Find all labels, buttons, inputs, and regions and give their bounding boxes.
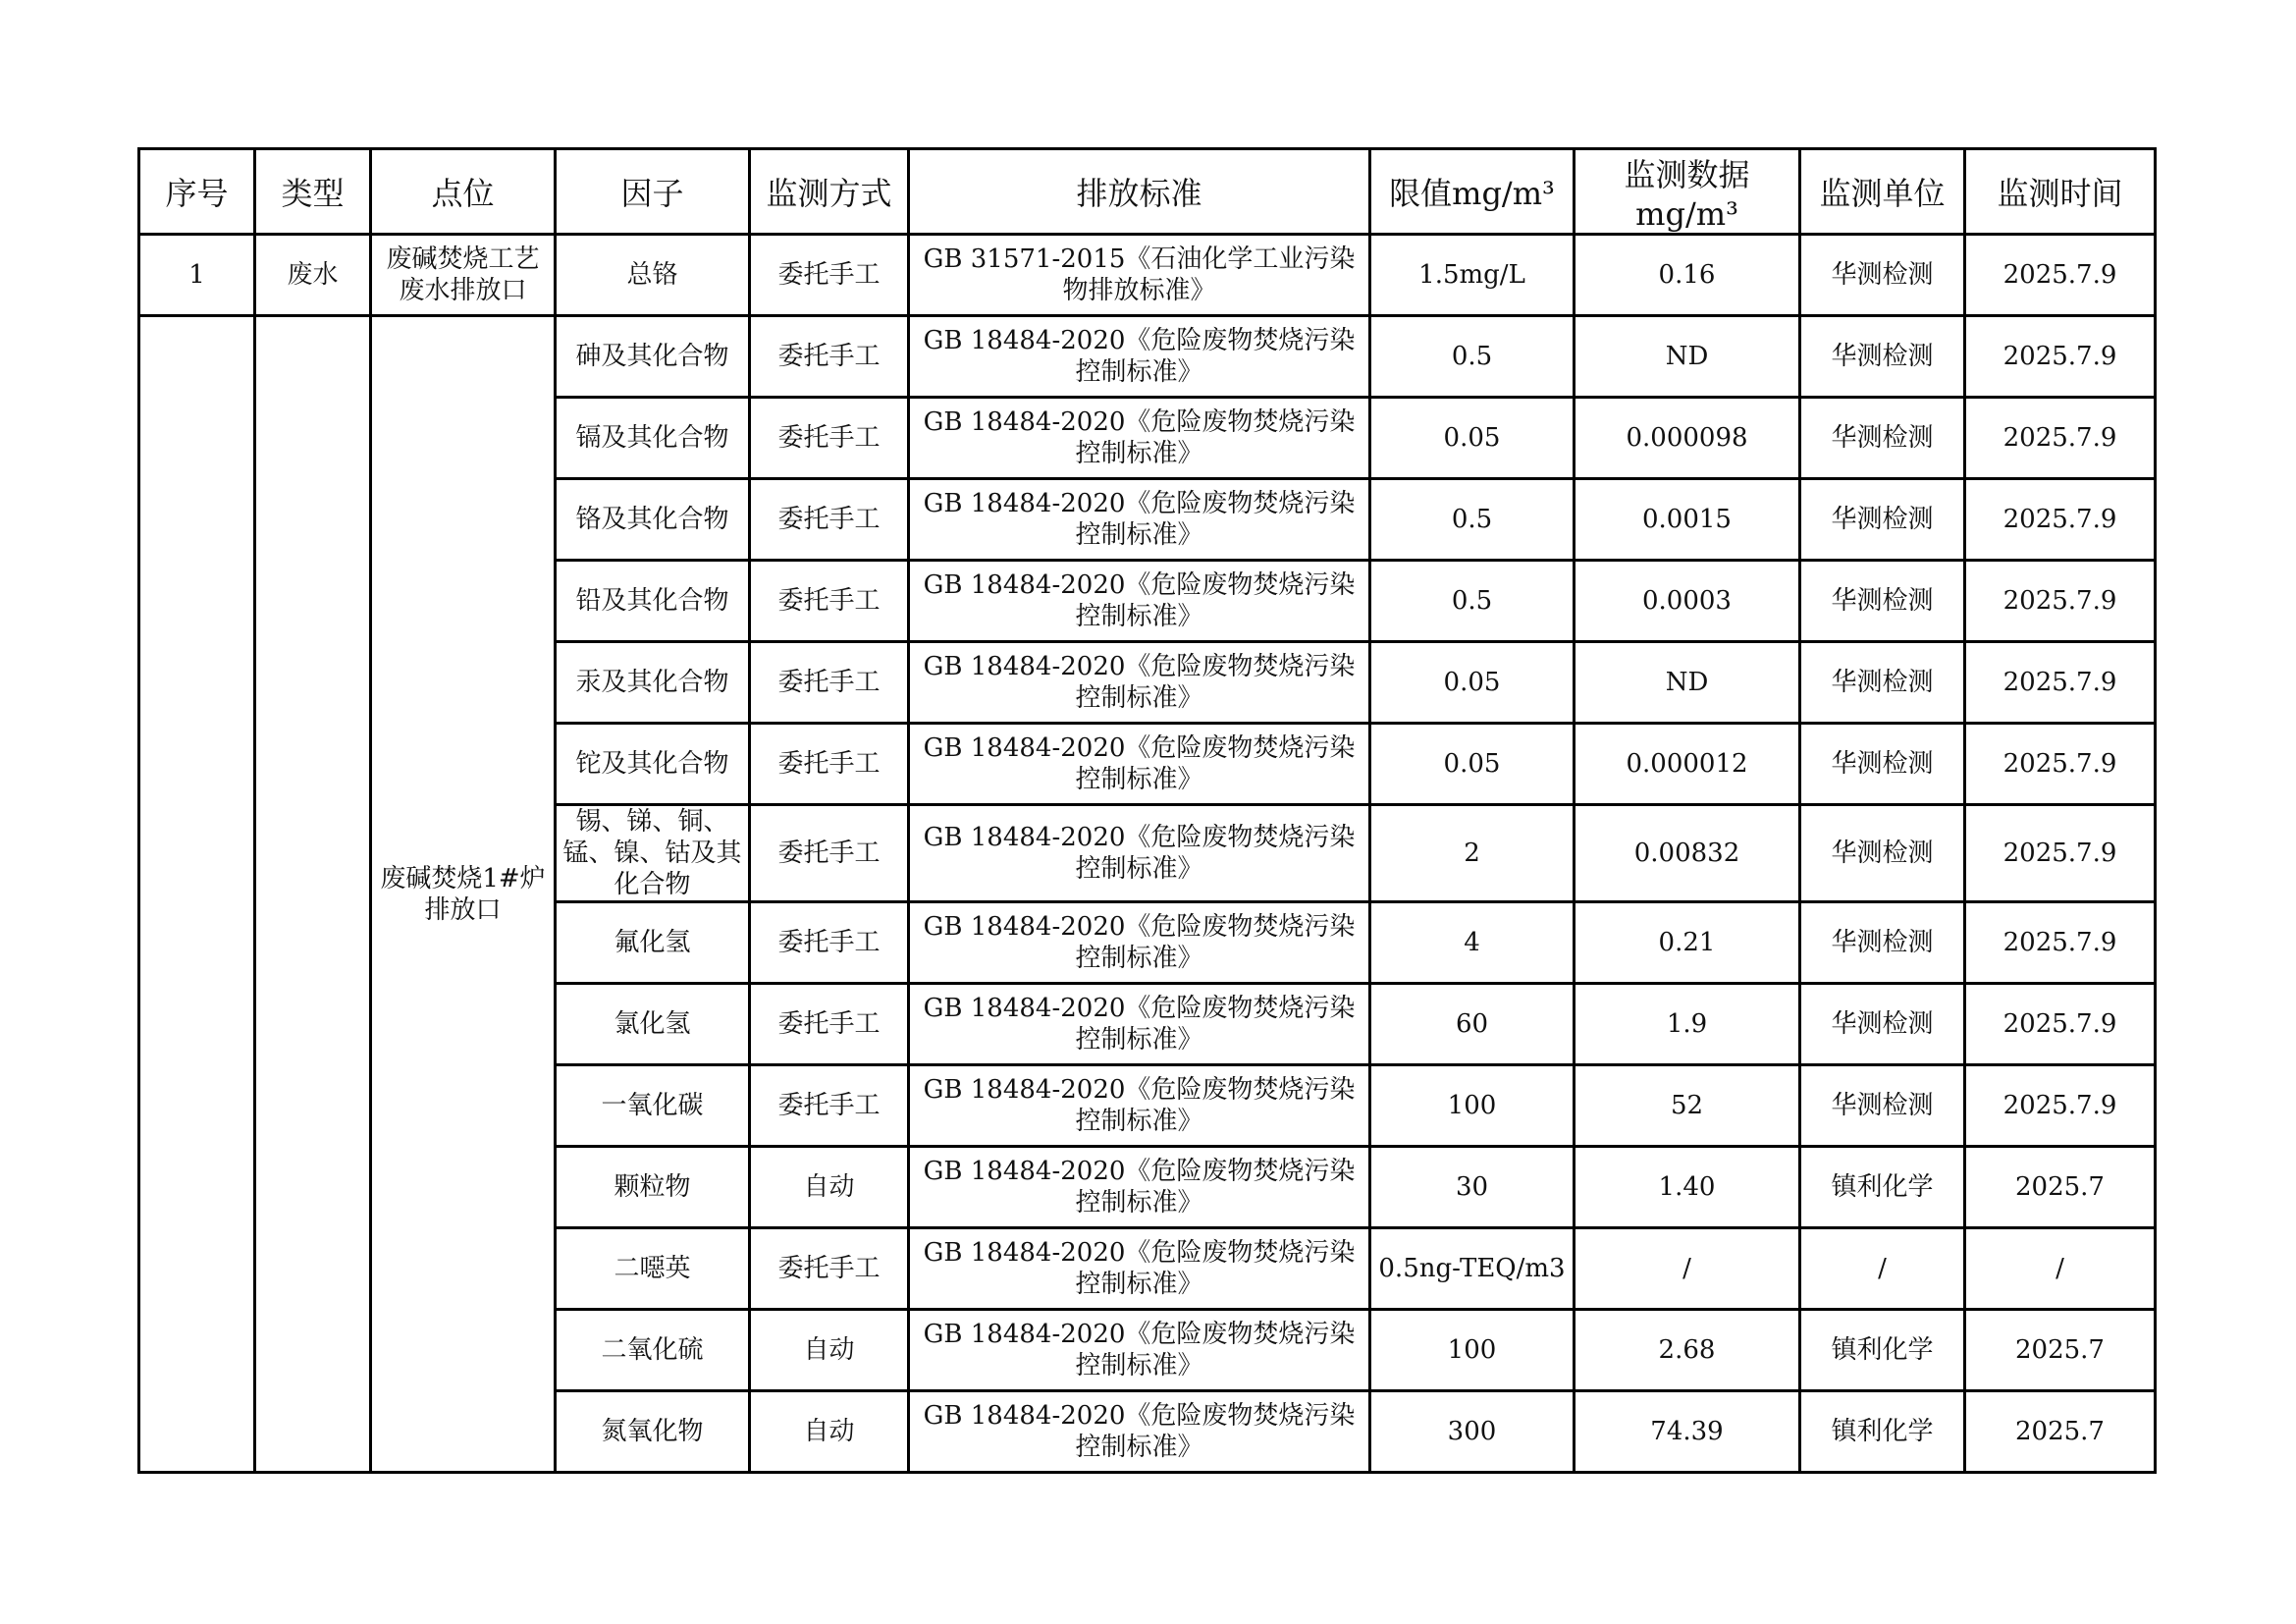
method-cell: 委托手工: [750, 479, 909, 561]
unit-cell: 华测检测: [1800, 235, 1965, 316]
method-cell: 自动: [750, 1391, 909, 1473]
header-type: 类型: [255, 149, 371, 235]
header-factor: 因子: [556, 149, 750, 235]
standard-cell: GB 18484-2020《危险废物焚烧污染控制标准》: [909, 805, 1370, 902]
factor-cell: 铊及其化合物: [556, 724, 750, 805]
header-time: 监测时间: [1965, 149, 2156, 235]
unit-cell: 华测检测: [1800, 561, 1965, 642]
factor-cell: 锡、锑、铜、锰、镍、钴及其化合物: [556, 805, 750, 902]
value-cell: 0.00832: [1575, 805, 1800, 902]
method-cell: 委托手工: [750, 398, 909, 479]
unit-cell: 镇利化学: [1800, 1147, 1965, 1228]
value-cell: 0.21: [1575, 902, 1800, 984]
header-method: 监测方式: [750, 149, 909, 235]
method-cell: 委托手工: [750, 1228, 909, 1310]
unit-cell: 华测检测: [1800, 724, 1965, 805]
standard-cell: GB 18484-2020《危险废物焚烧污染控制标准》: [909, 398, 1370, 479]
factor-cell: 二氧化硫: [556, 1310, 750, 1391]
header-unit: 监测单位: [1800, 149, 1965, 235]
value-cell: ND: [1575, 642, 1800, 724]
factor-cell: 氟化氢: [556, 902, 750, 984]
table-body: [139, 235, 2156, 1473]
unit-cell: 华测检测: [1800, 805, 1965, 902]
unit-cell: 华测检测: [1800, 316, 1965, 398]
value-cell: 1.9: [1575, 984, 1800, 1065]
limit-cell: 100: [1370, 1310, 1575, 1391]
method-cell: 委托手工: [750, 805, 909, 902]
value-cell: 1.40: [1575, 1147, 1800, 1228]
standard-cell: GB 18484-2020《危险废物焚烧污染控制标准》: [909, 479, 1370, 561]
header-seq: 序号: [139, 149, 255, 235]
limit-cell: 0.05: [1370, 724, 1575, 805]
time-cell: 2025.7.9: [1965, 642, 2156, 724]
factor-cell: 砷及其化合物: [556, 316, 750, 398]
location-cell: 废碱焚烧1#炉排放口: [371, 316, 556, 1473]
factor-cell: 氯化氢: [556, 984, 750, 1065]
standard-cell: GB 18484-2020《危险废物焚烧污染控制标准》: [909, 724, 1370, 805]
table-header: [139, 149, 2156, 235]
standard-cell: GB 18484-2020《危险废物焚烧污染控制标准》: [909, 1065, 1370, 1147]
time-cell: 2025.7: [1965, 1310, 2156, 1391]
factor-cell: 氮氧化物: [556, 1391, 750, 1473]
method-cell: 委托手工: [750, 984, 909, 1065]
limit-cell: 0.05: [1370, 398, 1575, 479]
value-cell: 0.000012: [1575, 724, 1800, 805]
standard-cell: GB 18484-2020《危险废物焚烧污染控制标准》: [909, 642, 1370, 724]
limit-cell: 30: [1370, 1147, 1575, 1228]
limit-cell: 4: [1370, 902, 1575, 984]
limit-cell: 0.5: [1370, 316, 1575, 398]
unit-cell: 华测检测: [1800, 642, 1965, 724]
table-row: [139, 316, 2156, 398]
time-cell: 2025.7.9: [1965, 1065, 2156, 1147]
seq-cell: [139, 316, 255, 1473]
unit-cell: 华测检测: [1800, 902, 1965, 984]
time-cell: 2025.7: [1965, 1391, 2156, 1473]
unit-cell: 镇利化学: [1800, 1391, 1965, 1473]
factor-cell: 镉及其化合物: [556, 398, 750, 479]
method-cell: 自动: [750, 1147, 909, 1228]
type-cell: 废水: [255, 235, 371, 316]
value-cell: 74.39: [1575, 1391, 1800, 1473]
method-cell: 委托手工: [750, 902, 909, 984]
method-cell: 委托手工: [750, 1065, 909, 1147]
unit-cell: 华测检测: [1800, 984, 1965, 1065]
limit-cell: 0.5ng-TEQ/m3: [1370, 1228, 1575, 1310]
value-cell: 0.0015: [1575, 479, 1800, 561]
location-cell: 废碱焚烧工艺废水排放口: [371, 235, 556, 316]
unit-cell: 华测检测: [1800, 398, 1965, 479]
standard-cell: GB 18484-2020《危险废物焚烧污染控制标准》: [909, 1228, 1370, 1310]
time-cell: 2025.7.9: [1965, 561, 2156, 642]
time-cell: 2025.7.9: [1965, 316, 2156, 398]
seq-cell: 1: [139, 235, 255, 316]
factor-cell: 总铬: [556, 235, 750, 316]
standard-cell: GB 18484-2020《危险废物焚烧污染控制标准》: [909, 1310, 1370, 1391]
value-cell: 0.0003: [1575, 561, 1800, 642]
type-cell: [255, 316, 371, 1473]
time-cell: 2025.7: [1965, 1147, 2156, 1228]
limit-cell: 0.5: [1370, 479, 1575, 561]
header-location: 点位: [371, 149, 556, 235]
method-cell: 委托手工: [750, 561, 909, 642]
standard-cell: GB 18484-2020《危险废物焚烧污染控制标准》: [909, 316, 1370, 398]
method-cell: 自动: [750, 1310, 909, 1391]
time-cell: /: [1965, 1228, 2156, 1310]
standard-cell: GB 18484-2020《危险废物焚烧污染控制标准》: [909, 1147, 1370, 1228]
factor-cell: 一氧化碳: [556, 1065, 750, 1147]
standard-cell: GB 18484-2020《危险废物焚烧污染控制标准》: [909, 1391, 1370, 1473]
value-cell: ND: [1575, 316, 1800, 398]
factor-cell: 二噁英: [556, 1228, 750, 1310]
value-cell: 52: [1575, 1065, 1800, 1147]
limit-cell: 100: [1370, 1065, 1575, 1147]
value-cell: /: [1575, 1228, 1800, 1310]
monitoring-table: [137, 147, 2157, 1474]
standard-cell: GB 18484-2020《危险废物焚烧污染控制标准》: [909, 902, 1370, 984]
unit-cell: 华测检测: [1800, 1065, 1965, 1147]
factor-cell: 汞及其化合物: [556, 642, 750, 724]
limit-cell: 0.05: [1370, 642, 1575, 724]
time-cell: 2025.7.9: [1965, 902, 2156, 984]
header-limit: 限值mg/m³: [1370, 149, 1575, 235]
factor-cell: 颗粒物: [556, 1147, 750, 1228]
limit-cell: 300: [1370, 1391, 1575, 1473]
table-row: [139, 235, 2156, 316]
value-cell: 0.16: [1575, 235, 1800, 316]
limit-cell: 1.5mg/L: [1370, 235, 1575, 316]
time-cell: 2025.7.9: [1965, 984, 2156, 1065]
value-cell: 0.000098: [1575, 398, 1800, 479]
time-cell: 2025.7.9: [1965, 235, 2156, 316]
time-cell: 2025.7.9: [1965, 398, 2156, 479]
method-cell: 委托手工: [750, 724, 909, 805]
time-cell: 2025.7.9: [1965, 805, 2156, 902]
method-cell: 委托手工: [750, 642, 909, 724]
factor-cell: 铬及其化合物: [556, 479, 750, 561]
method-cell: 委托手工: [750, 235, 909, 316]
standard-cell: GB 18484-2020《危险废物焚烧污染控制标准》: [909, 561, 1370, 642]
header-value: 监测数据mg/m³: [1575, 149, 1800, 235]
unit-cell: 华测检测: [1800, 479, 1965, 561]
value-cell: 2.68: [1575, 1310, 1800, 1391]
factor-cell: 铅及其化合物: [556, 561, 750, 642]
limit-cell: 60: [1370, 984, 1575, 1065]
header-row: [139, 149, 2156, 235]
time-cell: 2025.7.9: [1965, 724, 2156, 805]
unit-cell: 镇利化学: [1800, 1310, 1965, 1391]
method-cell: 委托手工: [750, 316, 909, 398]
header-standard: 排放标准: [909, 149, 1370, 235]
limit-cell: 0.5: [1370, 561, 1575, 642]
limit-cell: 2: [1370, 805, 1575, 902]
standard-cell: GB 31571-2015《石油化学工业污染物排放标准》: [909, 235, 1370, 316]
unit-cell: /: [1800, 1228, 1965, 1310]
standard-cell: GB 18484-2020《危险废物焚烧污染控制标准》: [909, 984, 1370, 1065]
time-cell: 2025.7.9: [1965, 479, 2156, 561]
